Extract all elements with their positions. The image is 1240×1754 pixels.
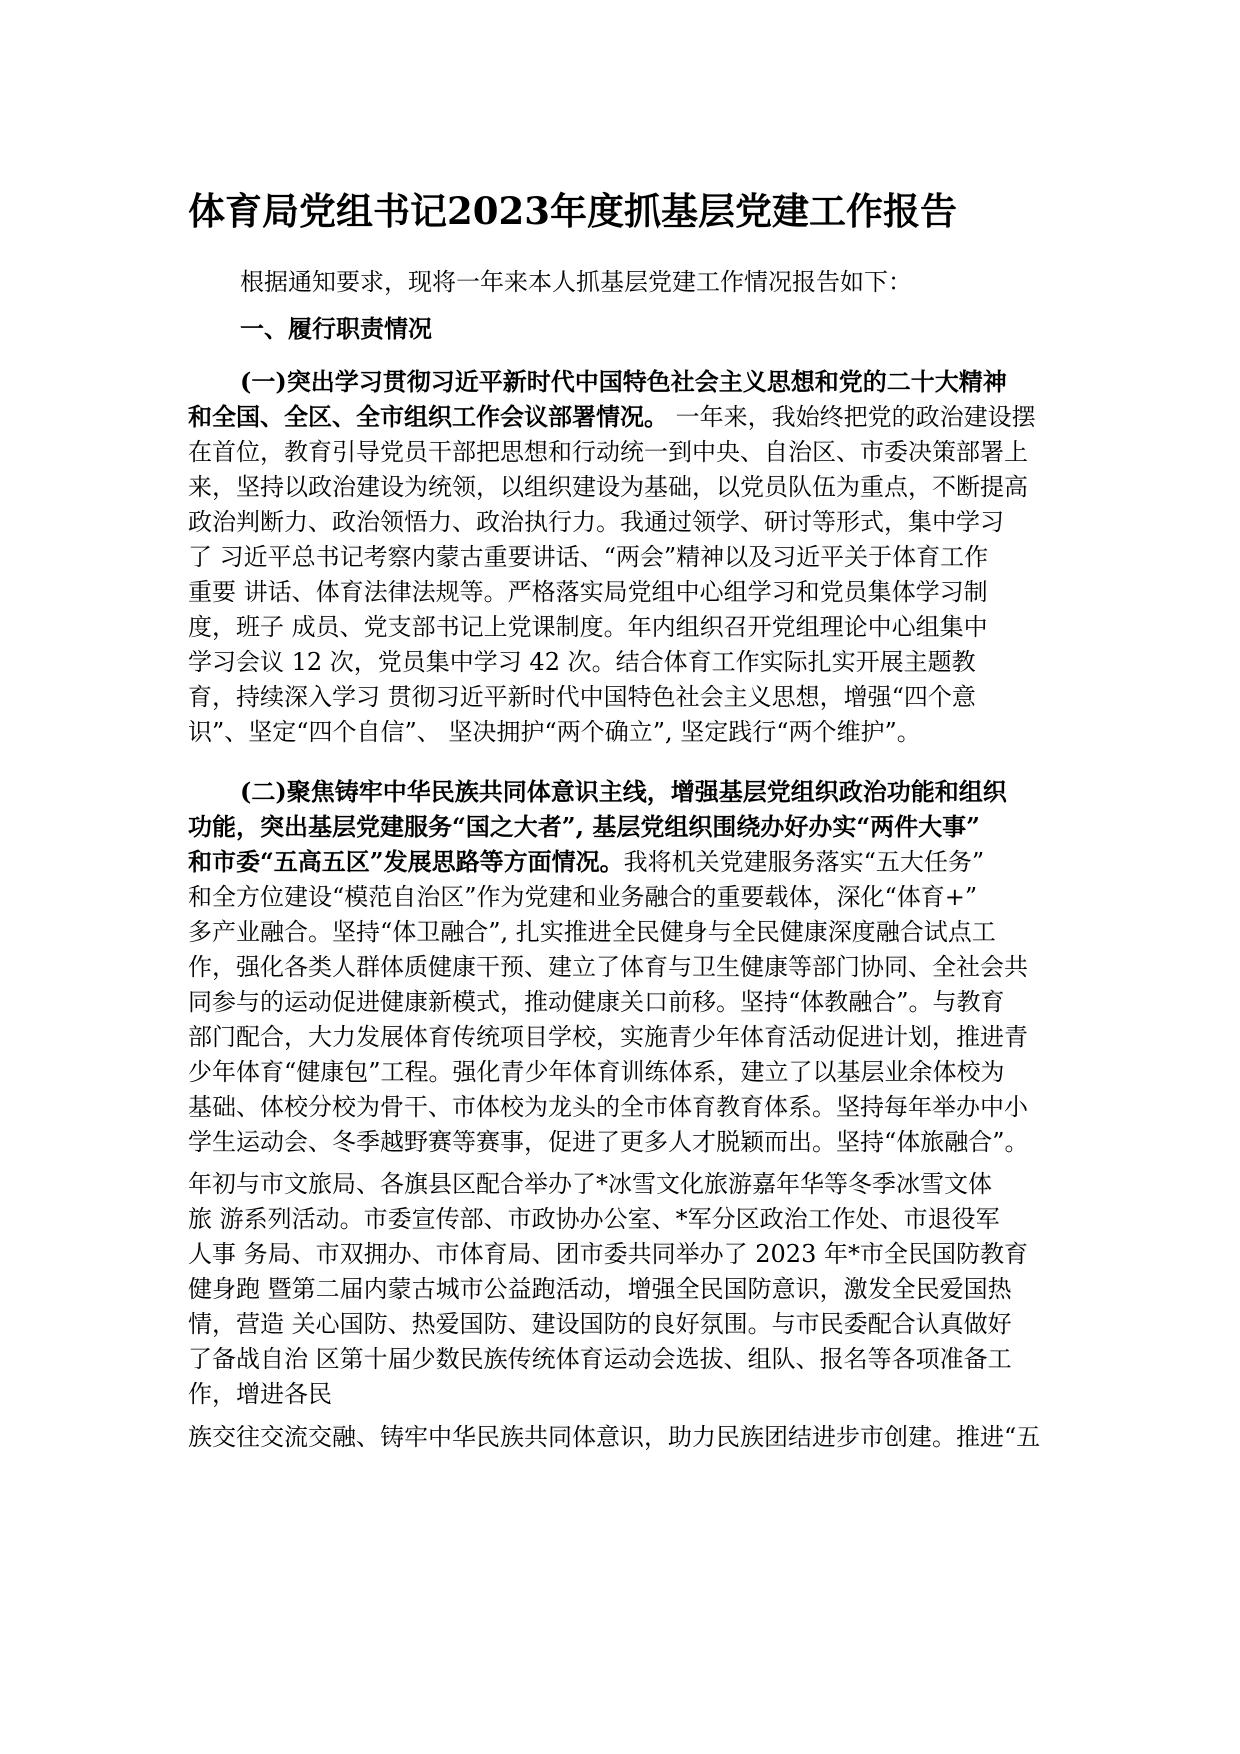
p1-line-8: 度，班子 成员、党支部书记上党课制度。年内组织召开党组理论中心组集中	[188, 613, 988, 641]
p1-line-2-bold: 和全国、全区、全市组织工作会议部署情况。	[188, 402, 668, 431]
p2-line-10: 基础、体校分校为骨干、市体校为龙头的全市体育教育体系。坚持每年举办中小	[188, 1093, 1028, 1121]
p2-line-3-bold: 和市委“五高五区”发展思路等方面情况。	[188, 847, 624, 876]
p2-line-15: 健身跑 暨第二届内蒙古城市公益跑活动，增强全民国防意识，激发全民爱国热	[188, 1275, 1012, 1303]
p2-line-18: 作，增进各民	[188, 1380, 332, 1408]
p2-line-11: 学生运动会、冬季越野赛等赛事，促进了更多人才脱颖而出。坚持“体旅融合”。	[188, 1128, 1029, 1156]
p1-line-3: 在首位，教育引导党员干部把思想和行动统一到中央、自治区、市委决策部署上	[188, 438, 1028, 466]
p2-line-19: 族交往交流交融、铸牢中华民族共同体意识，助力民族团结进步市创建。推进“五	[188, 1423, 1041, 1451]
p2-line-12: 年初与市文旅局、各旗县区配合举办了*冰雪文化旅游嘉年华等冬季冰雪文体	[188, 1170, 992, 1198]
p2-line-3	[188, 845, 984, 879]
p2-line-13: 旅 游系列活动。市委宣传部、市政协办公室、*军分区政治工作处、市退役军	[188, 1205, 1000, 1233]
p1-line-9: 学习会议 12 次，党员集中学习 42 次。结合体育工作实际扎实开展主题教	[188, 648, 976, 676]
p1-line-4: 来，坚持以政治建设为统领，以组织建设为基础，以党员队伍为重点，不断提高	[188, 473, 1028, 501]
p2-line-16: 情，营造 关心国防、热爱国防、建设国防的良好氛围。与市民委配合认真做好	[188, 1310, 1012, 1338]
p1-line-10: 育，持续深入学习 贯彻习近平新时代中国特色社会主义思想，增强“四个意	[188, 683, 976, 711]
intro-paragraph: 根据通知要求，现将一年来本人抓基层党建工作情况报告如下：	[240, 268, 912, 296]
p1-line-1: (一)突出学习贯彻习近平新时代中国特色社会主义思想和党的二十大精神	[240, 367, 1007, 396]
p1-line-6: 了 习近平总书记考察内蒙古重要讲话、“两会”精神以及习近平关于体育工作	[188, 543, 989, 571]
p2-line-1: (二)聚焦铸牢中华民族共同体意识主线，增强基层党组织政治功能和组织	[240, 777, 1007, 806]
p2-line-3-rest: 我将机关党建服务落实“五大任务”	[623, 848, 985, 876]
p2-line-4: 和全方位建设“模范自治区”作为党建和业务融合的重要载体，深化“体育+”	[188, 883, 978, 911]
p1-line-5: 政治判断力、政治领悟力、政治执行力。我通过领学、研讨等形式，集中学习	[188, 508, 1004, 536]
document-title: 体育局党组书记2023年度抓基层党建工作报告	[188, 189, 957, 233]
p1-line-2	[188, 400, 1036, 434]
p1-line-2-rest: 一年来，我始终把党的政治建设摆	[668, 403, 1036, 431]
section-heading-1: 一、履行职责情况	[240, 314, 432, 343]
p2-line-6: 作，强化各类人群体质健康干预、建立了体育与卫生健康等部门协同、全社会共	[188, 953, 1028, 981]
p2-line-14: 人事 务局、市双拥办、市体育局、团市委共同举办了 2023 年*市全民国防教育	[188, 1240, 1028, 1268]
p2-line-17: 了备战自治 区第十届少数民族传统体育运动会选拔、组队、报名等各项准备工	[188, 1345, 1012, 1373]
p2-line-2: 功能，突出基层党建服务“国之大者”, 基层党组织围绕办好办实“两件大事”	[188, 812, 980, 841]
p2-line-8: 部门配合，大力发展体育传统项目学校，实施青少年体育活动促进计划，推进青	[188, 1023, 1028, 1051]
p1-line-11: 识”、坚定“四个自信”、 坚决拥护“两个确立”, 坚定践行“两个维护”。	[188, 718, 921, 746]
p2-line-9: 少年体育“健康包”工程。强化青少年体育训练体系，建立了以基层业余体校为	[188, 1058, 1005, 1086]
p2-line-5: 多产业融合。坚持“体卫融合”, 扎实推进全民健身与全民健康深度融合试点工	[188, 918, 996, 946]
p2-line-7: 同参与的运动促进健康新模式，推动健康关口前移。坚持“体教融合”。与教育	[188, 988, 1005, 1016]
p1-line-7: 重要 讲话、体育法律法规等。严格落实局党组中心组学习和党员集体学习制	[188, 578, 988, 606]
